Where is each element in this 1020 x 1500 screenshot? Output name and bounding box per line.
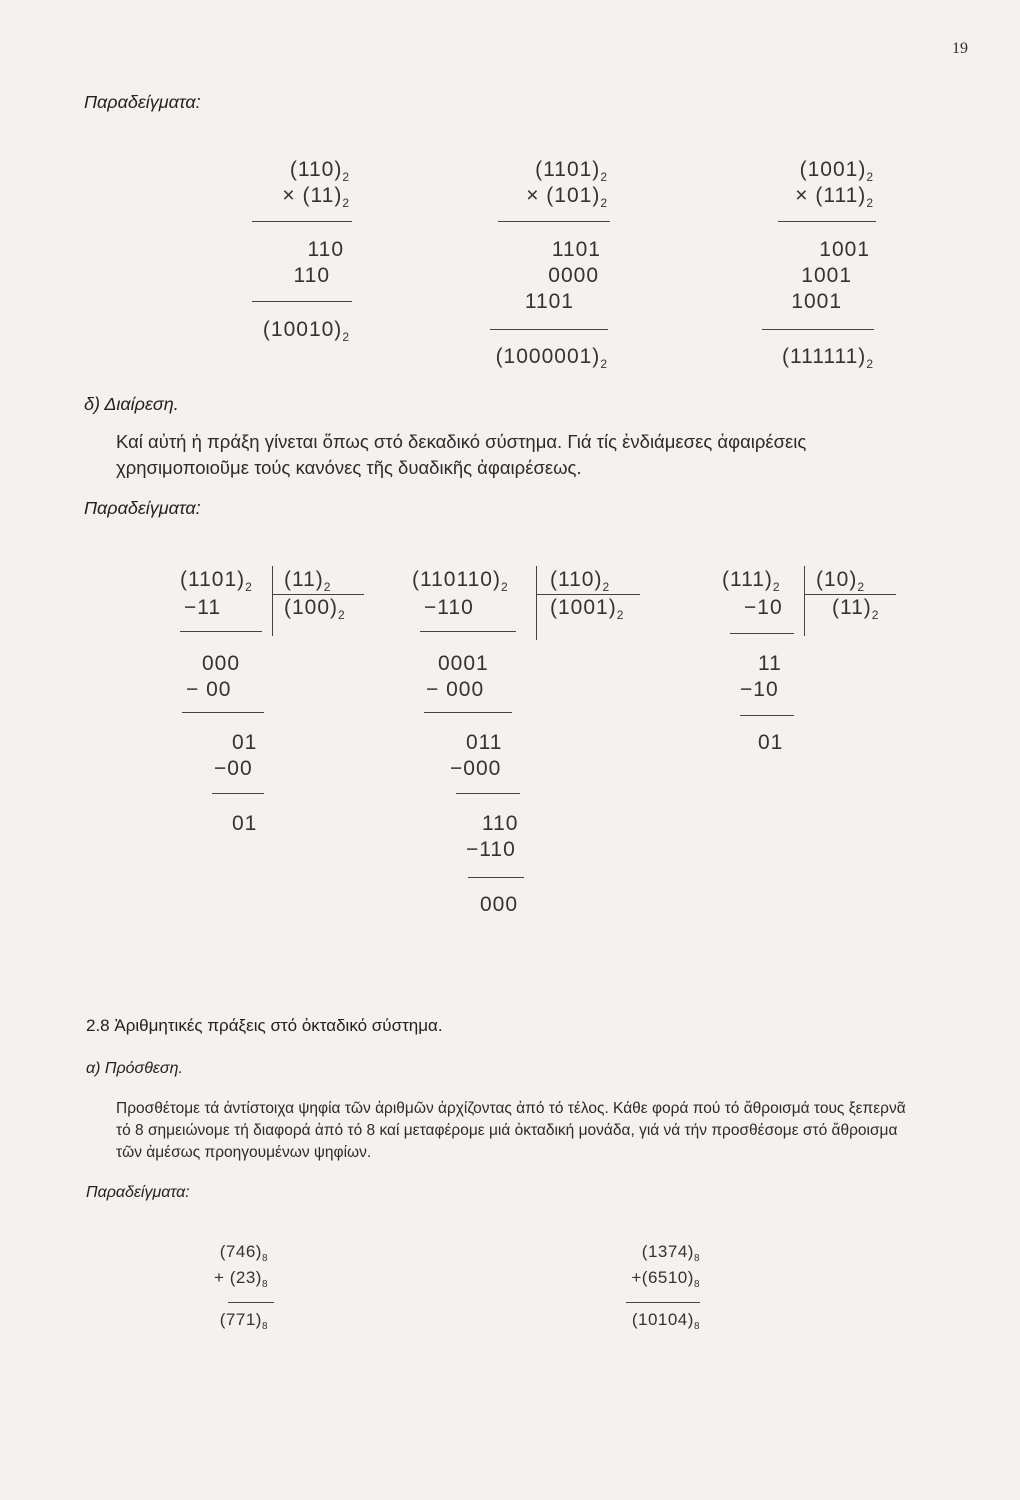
- multiplier: × $(101)_2$: [526, 184, 608, 210]
- rule-line: [228, 1302, 274, 1303]
- rule-line: [180, 631, 262, 632]
- subtrahend: −00: [214, 757, 253, 780]
- octal-sum: $(771)_8$: [219, 1310, 268, 1332]
- partial-product: 1001: [819, 238, 870, 261]
- division-bar: [536, 566, 537, 640]
- examples-label: Παραδείγματα:: [84, 92, 201, 112]
- divisor-rule: [536, 594, 640, 595]
- product-result: $(111111)_2$: [782, 345, 874, 371]
- addend: $(1374)_8$: [641, 1242, 700, 1264]
- subtrahend: −10: [740, 678, 779, 701]
- division-bar: [272, 566, 273, 636]
- subtrahend: −11: [184, 596, 222, 619]
- multiplicand: $(110)_2$: [289, 158, 350, 184]
- final-remainder: 000: [480, 893, 519, 916]
- divisor-rule: [272, 594, 364, 595]
- remainder: 01: [232, 731, 258, 754]
- rule-line: [424, 712, 512, 713]
- rule-line: [252, 221, 352, 222]
- multiplicand: $(1101)_2$: [535, 158, 608, 184]
- quotient: $(11)_2$: [832, 596, 880, 622]
- division-paragraph: Καί αὐτή ἡ πράξη γίνεται ὅπως στό δεκαδικό σύστημα. Γιά τίς ἐνδιάμεσες ἀφαιρέσεις χρησιμοποιοῦμε τούς κανόνες τῆς δυαδικῆς ἀφαιρέσεως.: [116, 431, 807, 478]
- divisor: $(11)_2$: [284, 568, 332, 594]
- addend: $+(6510)_8$: [631, 1268, 700, 1290]
- rule-line: [468, 877, 524, 878]
- octal-sum: $(10104)_8$: [631, 1310, 700, 1332]
- division-heading: δ) Διαίρεση.: [84, 394, 179, 414]
- subtrahend: −110: [424, 596, 474, 619]
- remainder: 110: [482, 812, 519, 835]
- partial-product: 1101: [524, 290, 574, 313]
- product-result: $(10010)_2$: [262, 318, 350, 344]
- addition-heading: α) Πρόσθεση.: [86, 1060, 183, 1077]
- division-bar: [804, 566, 805, 636]
- final-remainder: 01: [758, 731, 784, 754]
- subtrahend: − 00: [186, 678, 232, 701]
- addition-paragraph: Προσθέτομε τά ἀντίστοιχα ψηφία τῶν ἀριθμῶν ἀρχίζοντας ἀπό τό τέλος. Κάθε φορά πού τό ἄθροισμά τους ξεπερνᾶ τό 8 σημειώνομε τή διαφορά ἀπό τό 8 καί μεταφέρομε μιά ὀκταδική μονάδα, γιά νά τήν προσθέσομε στό ἄθροισμα τῶν ἀμέσως προηγουμένων ψηφίων.: [116, 1100, 906, 1161]
- rule-line: [490, 329, 608, 330]
- quotient: $(1001)_2$: [550, 596, 625, 622]
- multiplicand: $(1001)_2$: [799, 158, 874, 184]
- rule-line: [740, 715, 794, 716]
- dividend: $(111)_2$: [722, 568, 781, 594]
- section-heading: 2.8 Ἀριθμητικές πράξεις στό ὀκταδικό σύστημα.: [86, 1016, 443, 1035]
- remainder: 011: [466, 731, 503, 754]
- examples-label: Παραδείγματα:: [86, 1184, 190, 1201]
- divisor: $(10)_2$: [816, 568, 866, 594]
- subtrahend: −000: [450, 757, 502, 780]
- multiplier: × $(11)_2$: [282, 184, 350, 210]
- addend: $(746)_8$: [219, 1242, 268, 1264]
- partial-product: 0000: [548, 264, 599, 287]
- rule-line: [762, 329, 874, 330]
- final-remainder: 01: [232, 812, 258, 835]
- divisor: $(110)_2$: [550, 568, 611, 594]
- rule-line: [498, 221, 610, 222]
- partial-product: 110: [307, 238, 344, 261]
- addend: + $(23)_8$: [214, 1268, 268, 1290]
- subtrahend: −10: [744, 596, 783, 619]
- multiplier: × $(111)_2$: [795, 184, 874, 210]
- product-result: $(1000001)_2$: [495, 345, 608, 371]
- subtrahend: − 000: [426, 678, 485, 701]
- remainder: 000: [202, 652, 241, 675]
- partial-product: 1001: [801, 264, 852, 287]
- rule-line: [420, 631, 516, 632]
- subtrahend: −110: [466, 838, 516, 861]
- rule-line: [182, 712, 264, 713]
- rule-line: [778, 221, 876, 222]
- remainder: 11: [758, 652, 782, 675]
- page-number: 19: [952, 40, 968, 57]
- dividend: $(110110)_2$: [412, 568, 509, 594]
- partial-product: 1101: [551, 238, 601, 261]
- rule-line: [212, 793, 264, 794]
- remainder: 0001: [438, 652, 489, 675]
- partial-product: 1001: [791, 290, 842, 313]
- rule-line: [252, 301, 352, 302]
- rule-line: [626, 1302, 700, 1303]
- rule-line: [730, 633, 794, 634]
- examples-label: Παραδείγματα:: [84, 498, 201, 518]
- rule-line: [456, 793, 520, 794]
- partial-product: 110: [293, 264, 330, 287]
- divisor-rule: [804, 594, 896, 595]
- quotient: $(100)_2$: [284, 596, 346, 622]
- dividend: $(1101)_2$: [180, 568, 253, 594]
